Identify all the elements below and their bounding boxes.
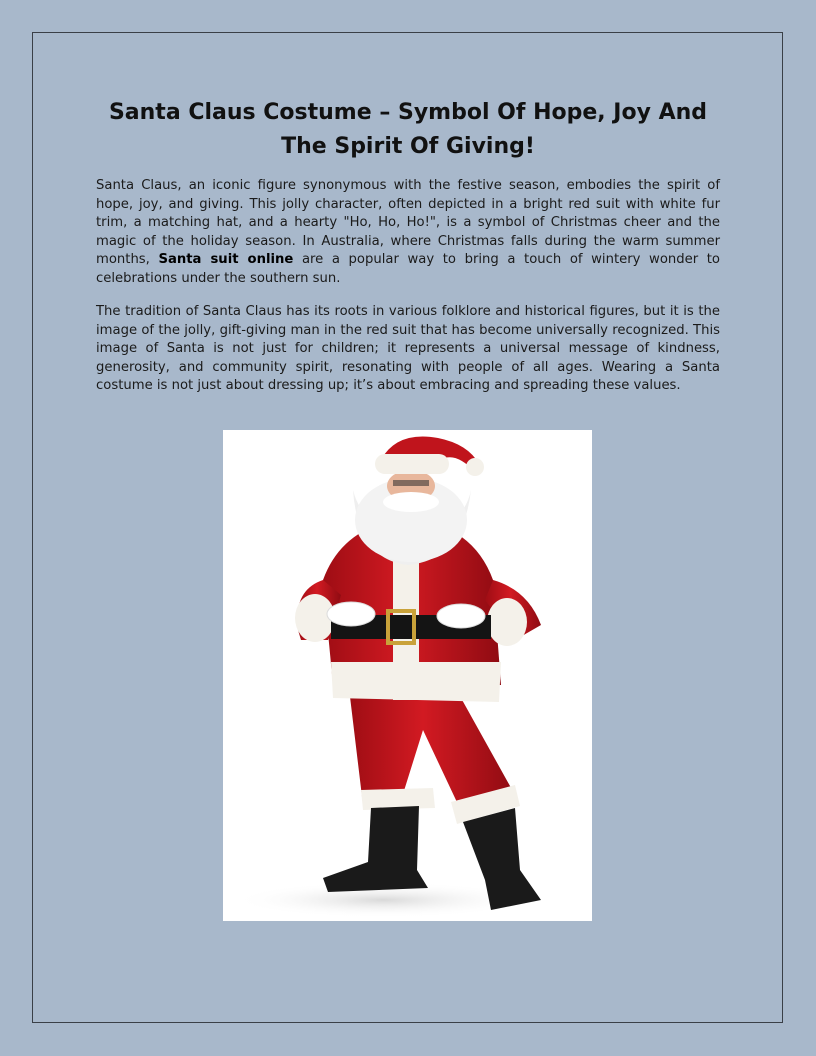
santa-costume-image [223,430,592,921]
intro-text-before: Santa Claus, an iconic figure synonymous with the festive season, embodies the spirit of hope, joy, and giving. This jolly character, often depicted in a bright red suit with white fur trim, a matching hat, and a hearty "Ho, Ho, Ho!", is a symbol of Christmas cheer and the magic of the holiday season. In Australia, where Christmas falls during the warm summer months, [96,178,720,268]
hat-pompom [466,458,484,476]
glasses [393,480,429,486]
hat-brim [375,454,449,474]
left-pant-cuff [361,788,435,810]
intro-text-after: are a popular way to bring a touch of wintery wonder to celebrations under the southern sun. [96,252,720,286]
santa-illustration [223,430,592,921]
intro-paragraph [96,177,720,289]
page-title: Santa Claus Costume – Symbol Of Hope, Joy And The Spirit Of Giving! [108,100,708,159]
tradition-paragraph: The tradition of Santa Claus has its roots in various folklore and historical figures, but it is the image of the jolly, gift-giving man in the red suit that has become universally recognized. This image of Santa is not just for children; it represents a universal message of kindness, generosity, and community spirit, resonating with people of all ages. Wearing a Santa costume is not just about dressing up; it’s about embracing and spreading these values. [96,304,720,394]
mustache [383,492,439,512]
right-glove [437,604,485,628]
santa-suit-online-link[interactable]: Santa suit online [158,252,294,268]
right-sleeve-cuff [487,598,527,646]
left-glove [327,602,375,626]
left-boot [323,806,428,892]
